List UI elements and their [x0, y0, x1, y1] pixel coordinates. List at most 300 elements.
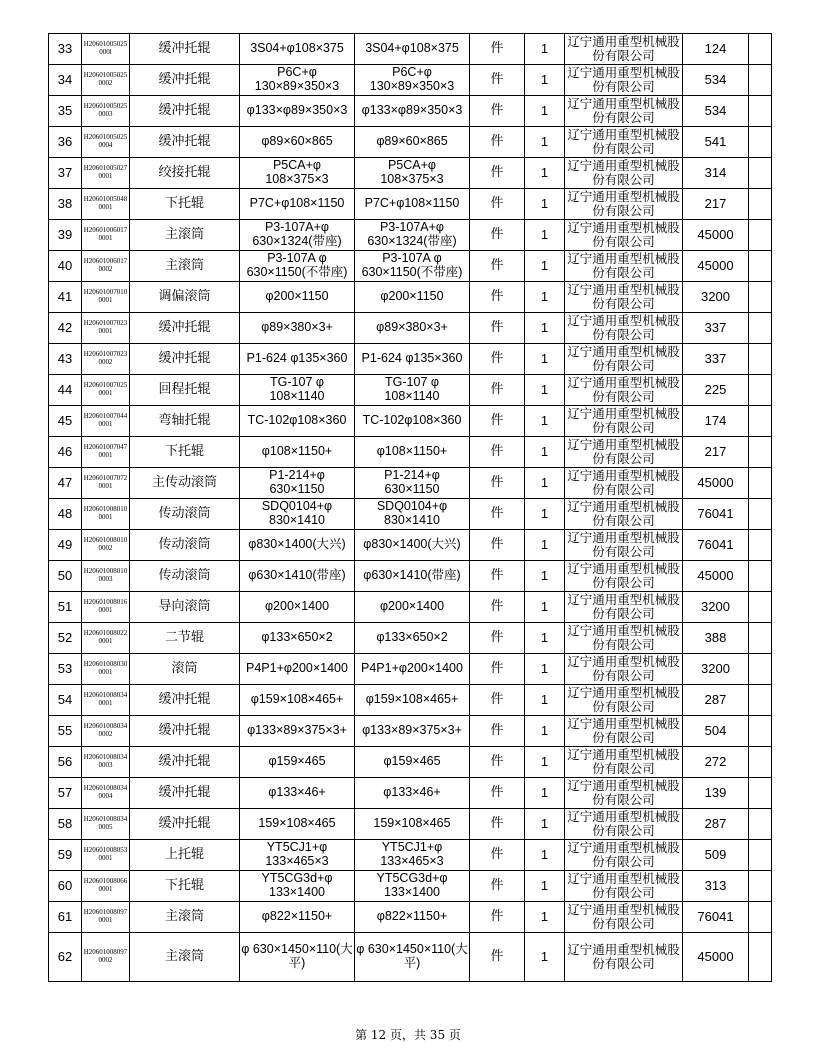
cell-spec-model-repeat: φ133×650×2	[355, 623, 470, 654]
cell-remark	[749, 809, 772, 840]
cell-quantity: 1	[525, 530, 565, 561]
cell-spec-model-repeat: P7C+φ108×1150	[355, 189, 470, 220]
cell-item-name: 主滚筒	[130, 220, 240, 251]
cell-spec-model: P5CA+φ 108×375×3	[240, 158, 355, 189]
cell-remark	[749, 406, 772, 437]
cell-supplier-name: 辽宁通用重型机械股份有限公司	[565, 375, 683, 406]
table-row	[49, 623, 772, 654]
cell-spec-model-repeat: TG-107 φ 108×1140	[355, 375, 470, 406]
cell-item-name: 主滚筒	[130, 251, 240, 282]
cell-spec-model: P1-624 φ135×360	[240, 344, 355, 375]
cell-remark	[749, 778, 772, 809]
cell-unit: 件	[470, 437, 525, 468]
cell-spec-model-repeat: 159×108×465	[355, 809, 470, 840]
cell-remark	[749, 499, 772, 530]
cell-spec-model: φ89×60×865	[240, 127, 355, 158]
cell-unit-price: 124	[683, 34, 749, 65]
cell-row-number: 59	[49, 840, 82, 871]
cell-row-number: 62	[49, 933, 82, 982]
cell-item-name: 传动滚筒	[130, 561, 240, 592]
cell-unit-price: 509	[683, 840, 749, 871]
cell-spec-model-repeat: φ159×465	[355, 747, 470, 778]
cell-row-number: 33	[49, 34, 82, 65]
cell-remark	[749, 561, 772, 592]
cell-row-number: 42	[49, 313, 82, 344]
cell-unit-price: 314	[683, 158, 749, 189]
cell-item-name: 缓冲托辊	[130, 96, 240, 127]
cell-material-code: H206010070720001	[82, 468, 130, 499]
cell-item-name: 传动滚筒	[130, 530, 240, 561]
cell-spec-model-repeat: φ89×380×3+	[355, 313, 470, 344]
cell-unit: 件	[470, 561, 525, 592]
cell-spec-model: φ 630×1450×110(大平)	[240, 933, 355, 982]
cell-supplier-name: 辽宁通用重型机械股份有限公司	[565, 65, 683, 96]
cell-material-code: H206010080160001	[82, 592, 130, 623]
cell-unit: 件	[470, 871, 525, 902]
cell-unit: 件	[470, 592, 525, 623]
cell-unit: 件	[470, 778, 525, 809]
cell-spec-model-repeat: φ 630×1450×110(大平)	[355, 933, 470, 982]
cell-unit-price: 541	[683, 127, 749, 158]
cell-supplier-name: 辽宁通用重型机械股份有限公司	[565, 561, 683, 592]
cell-supplier-name: 辽宁通用重型机械股份有限公司	[565, 747, 683, 778]
cell-material-code: H206010070230001	[82, 313, 130, 344]
cell-spec-model: φ133×650×2	[240, 623, 355, 654]
cell-unit-price: 3200	[683, 282, 749, 313]
table-row	[49, 96, 772, 127]
cell-remark	[749, 933, 772, 982]
cell-unit-price: 3200	[683, 592, 749, 623]
cell-unit-price: 217	[683, 437, 749, 468]
cell-remark	[749, 127, 772, 158]
cell-spec-model-repeat: YT5CJ1+φ 133×465×3	[355, 840, 470, 871]
cell-quantity: 1	[525, 685, 565, 716]
cell-remark	[749, 158, 772, 189]
cell-quantity: 1	[525, 189, 565, 220]
table-row	[49, 127, 772, 158]
cell-supplier-name: 辽宁通用重型机械股份有限公司	[565, 344, 683, 375]
cell-unit-price: 388	[683, 623, 749, 654]
cell-quantity: 1	[525, 468, 565, 499]
cell-quantity: 1	[525, 282, 565, 313]
cell-material-code: H206010070100001	[82, 282, 130, 313]
cell-supplier-name: 辽宁通用重型机械股份有限公司	[565, 530, 683, 561]
cell-unit-price: 287	[683, 685, 749, 716]
table-row	[49, 406, 772, 437]
cell-item-name: 上托辊	[130, 840, 240, 871]
cell-material-code: H20601005025000l	[82, 34, 130, 65]
cell-material-code: H206010080340003	[82, 747, 130, 778]
cell-spec-model-repeat: φ108×1150+	[355, 437, 470, 468]
cell-unit: 件	[470, 933, 525, 982]
cell-row-number: 51	[49, 592, 82, 623]
cell-quantity: 1	[525, 313, 565, 344]
cell-row-number: 56	[49, 747, 82, 778]
table-row	[49, 251, 772, 282]
cell-remark	[749, 685, 772, 716]
table-row	[49, 65, 772, 96]
cell-unit-price: 272	[683, 747, 749, 778]
cell-item-name: 缓冲托辊	[130, 127, 240, 158]
cell-material-code: H206010060170001	[82, 220, 130, 251]
cell-unit: 件	[470, 716, 525, 747]
cell-unit: 件	[470, 809, 525, 840]
cell-unit-price: 76041	[683, 499, 749, 530]
table-row	[49, 189, 772, 220]
cell-spec-model-repeat: P3-107A+φ 630×1324(带座)	[355, 220, 470, 251]
cell-unit: 件	[470, 251, 525, 282]
cell-spec-model: φ200×1150	[240, 282, 355, 313]
cell-material-code: H206010070440001	[82, 406, 130, 437]
cell-item-name: 缓冲托辊	[130, 344, 240, 375]
table-row	[49, 499, 772, 530]
cell-item-name: 下托辊	[130, 437, 240, 468]
cell-supplier-name: 辽宁通用重型机械股份有限公司	[565, 96, 683, 127]
cell-remark	[749, 623, 772, 654]
cell-quantity: 1	[525, 933, 565, 982]
cell-spec-model: φ830×1400(大兴)	[240, 530, 355, 561]
cell-spec-model-repeat: φ630×1410(带座)	[355, 561, 470, 592]
cell-item-name: 导向滚筒	[130, 592, 240, 623]
cell-spec-model: P1-214+φ 630×1150	[240, 468, 355, 499]
cell-supplier-name: 辽宁通用重型机械股份有限公司	[565, 778, 683, 809]
table-row	[49, 375, 772, 406]
cell-supplier-name: 辽宁通用重型机械股份有限公司	[565, 437, 683, 468]
table-row	[49, 344, 772, 375]
cell-unit: 件	[470, 127, 525, 158]
cell-item-name: 主传动滚筒	[130, 468, 240, 499]
cell-unit: 件	[470, 747, 525, 778]
cell-remark	[749, 592, 772, 623]
cell-spec-model-repeat: P5CA+φ 108×375×3	[355, 158, 470, 189]
cell-spec-model-repeat: P1-214+φ 630×1150	[355, 468, 470, 499]
cell-spec-model-repeat: P3-107A φ 630×1150(不带座)	[355, 251, 470, 282]
cell-remark	[749, 437, 772, 468]
cell-remark	[749, 468, 772, 499]
cell-remark	[749, 840, 772, 871]
cell-quantity: 1	[525, 623, 565, 654]
cell-item-name: 绞接托辊	[130, 158, 240, 189]
table-row	[49, 34, 772, 65]
cell-quantity: 1	[525, 34, 565, 65]
cell-quantity: 1	[525, 437, 565, 468]
cell-supplier-name: 辽宁通用重型机械股份有限公司	[565, 406, 683, 437]
table-row	[49, 778, 772, 809]
cell-row-number: 40	[49, 251, 82, 282]
cell-supplier-name: 辽宁通用重型机械股份有限公司	[565, 189, 683, 220]
cell-unit: 件	[470, 902, 525, 933]
cell-remark	[749, 530, 772, 561]
cell-unit-price: 217	[683, 189, 749, 220]
cell-item-name: 滚筒	[130, 654, 240, 685]
cell-remark	[749, 902, 772, 933]
cell-unit: 件	[470, 344, 525, 375]
cell-remark	[749, 220, 772, 251]
cell-remark	[749, 189, 772, 220]
cell-supplier-name: 辽宁通用重型机械股份有限公司	[565, 840, 683, 871]
cell-item-name: 下托辊	[130, 871, 240, 902]
cell-item-name: 传动滚筒	[130, 499, 240, 530]
cell-row-number: 49	[49, 530, 82, 561]
cell-spec-model: P6C+φ 130×89×350×3	[240, 65, 355, 96]
cell-material-code: H206010050270001	[82, 158, 130, 189]
cell-supplier-name: 辽宁通用重型机械股份有限公司	[565, 220, 683, 251]
cell-spec-model: φ200×1400	[240, 592, 355, 623]
cell-unit-price: 313	[683, 871, 749, 902]
cell-item-name: 缓冲托辊	[130, 809, 240, 840]
cell-spec-model: P7C+φ108×1150	[240, 189, 355, 220]
table-row	[49, 871, 772, 902]
cell-unit: 件	[470, 685, 525, 716]
table-row	[49, 282, 772, 313]
cell-remark	[749, 344, 772, 375]
cell-material-code: H206010080100001	[82, 499, 130, 530]
cell-material-code: H206010050250002	[82, 65, 130, 96]
cell-spec-model-repeat: φ133×φ89×350×3	[355, 96, 470, 127]
cell-spec-model: φ133×φ89×350×3	[240, 96, 355, 127]
cell-quantity: 1	[525, 96, 565, 127]
cell-material-code: H206010070470001	[82, 437, 130, 468]
cell-row-number: 53	[49, 654, 82, 685]
table-row	[49, 592, 772, 623]
cell-quantity: 1	[525, 747, 565, 778]
cell-unit: 件	[470, 189, 525, 220]
table-row	[49, 313, 772, 344]
table-row	[49, 809, 772, 840]
cell-material-code: H206010080970002	[82, 933, 130, 982]
cell-remark	[749, 313, 772, 344]
cell-spec-model-repeat: TC-102φ108×360	[355, 406, 470, 437]
cell-material-code: H206010080100003	[82, 561, 130, 592]
cell-spec-model-repeat: φ200×1400	[355, 592, 470, 623]
cell-quantity: 1	[525, 561, 565, 592]
parts-table-body	[49, 34, 772, 982]
cell-unit-price: 534	[683, 65, 749, 96]
cell-row-number: 52	[49, 623, 82, 654]
cell-unit: 件	[470, 65, 525, 96]
cell-unit: 件	[470, 313, 525, 344]
cell-spec-model: TC-102φ108×360	[240, 406, 355, 437]
cell-spec-model: φ159×108×465+	[240, 685, 355, 716]
table-row	[49, 158, 772, 189]
cell-unit-price: 139	[683, 778, 749, 809]
cell-row-number: 43	[49, 344, 82, 375]
cell-unit-price: 504	[683, 716, 749, 747]
table-row	[49, 933, 772, 982]
table-row	[49, 437, 772, 468]
cell-material-code: H206010050480001	[82, 189, 130, 220]
cell-unit: 件	[470, 282, 525, 313]
cell-material-code: H206010080340005	[82, 809, 130, 840]
cell-spec-model-repeat: P6C+φ 130×89×350×3	[355, 65, 470, 96]
cell-item-name: 下托辊	[130, 189, 240, 220]
cell-remark	[749, 65, 772, 96]
cell-supplier-name: 辽宁通用重型机械股份有限公司	[565, 158, 683, 189]
cell-unit-price: 174	[683, 406, 749, 437]
cell-item-name: 二节辊	[130, 623, 240, 654]
cell-quantity: 1	[525, 654, 565, 685]
cell-material-code: H206010080660001	[82, 871, 130, 902]
cell-spec-model: TG-107 φ 108×1140	[240, 375, 355, 406]
cell-supplier-name: 辽宁通用重型机械股份有限公司	[565, 716, 683, 747]
cell-row-number: 39	[49, 220, 82, 251]
cell-material-code: H206010080340002	[82, 716, 130, 747]
cell-supplier-name: 辽宁通用重型机械股份有限公司	[565, 468, 683, 499]
cell-material-code: H206010080220001	[82, 623, 130, 654]
cell-spec-model: P3-107A φ 630×1150(不带座)	[240, 251, 355, 282]
cell-spec-model: φ630×1410(带座)	[240, 561, 355, 592]
cell-item-name: 弯轴托辊	[130, 406, 240, 437]
cell-row-number: 50	[49, 561, 82, 592]
cell-remark	[749, 96, 772, 127]
cell-unit-price: 45000	[683, 220, 749, 251]
cell-spec-model-repeat: SDQ0104+φ 830×1410	[355, 499, 470, 530]
cell-item-name: 主滚筒	[130, 933, 240, 982]
cell-supplier-name: 辽宁通用重型机械股份有限公司	[565, 623, 683, 654]
table-row	[49, 220, 772, 251]
cell-spec-model-repeat: 3S04+φ108×375	[355, 34, 470, 65]
cell-spec-model: φ89×380×3+	[240, 313, 355, 344]
cell-row-number: 58	[49, 809, 82, 840]
cell-remark	[749, 251, 772, 282]
cell-remark	[749, 282, 772, 313]
cell-item-name: 回程托辊	[130, 375, 240, 406]
cell-material-code: H206010080100002	[82, 530, 130, 561]
cell-unit-price: 337	[683, 344, 749, 375]
cell-quantity: 1	[525, 251, 565, 282]
cell-spec-model: φ108×1150+	[240, 437, 355, 468]
cell-quantity: 1	[525, 716, 565, 747]
cell-remark	[749, 747, 772, 778]
cell-quantity: 1	[525, 809, 565, 840]
cell-row-number: 61	[49, 902, 82, 933]
cell-quantity: 1	[525, 344, 565, 375]
cell-quantity: 1	[525, 127, 565, 158]
cell-material-code: H206010080300001	[82, 654, 130, 685]
table-row	[49, 530, 772, 561]
cell-unit: 件	[470, 468, 525, 499]
cell-spec-model: P3-107A+φ 630×1324(带座)	[240, 220, 355, 251]
cell-row-number: 47	[49, 468, 82, 499]
cell-row-number: 41	[49, 282, 82, 313]
cell-row-number: 57	[49, 778, 82, 809]
cell-material-code: H206010080970001	[82, 902, 130, 933]
cell-supplier-name: 辽宁通用重型机械股份有限公司	[565, 282, 683, 313]
table-row	[49, 561, 772, 592]
cell-remark	[749, 654, 772, 685]
cell-spec-model-repeat: φ159×108×465+	[355, 685, 470, 716]
cell-spec-model: 159×108×465	[240, 809, 355, 840]
cell-supplier-name: 辽宁通用重型机械股份有限公司	[565, 313, 683, 344]
cell-remark	[749, 716, 772, 747]
table-row	[49, 654, 772, 685]
cell-supplier-name: 辽宁通用重型机械股份有限公司	[565, 933, 683, 982]
cell-spec-model-repeat: φ89×60×865	[355, 127, 470, 158]
table-row	[49, 747, 772, 778]
cell-unit: 件	[470, 406, 525, 437]
parts-table	[48, 33, 772, 982]
cell-spec-model: 3S04+φ108×375	[240, 34, 355, 65]
cell-spec-model-repeat: φ822×1150+	[355, 902, 470, 933]
cell-row-number: 44	[49, 375, 82, 406]
cell-spec-model: φ133×46+	[240, 778, 355, 809]
cell-item-name: 缓冲托辊	[130, 716, 240, 747]
cell-material-code: H206010050250003	[82, 96, 130, 127]
cell-row-number: 38	[49, 189, 82, 220]
cell-quantity: 1	[525, 902, 565, 933]
cell-item-name: 缓冲托辊	[130, 313, 240, 344]
cell-item-name: 缓冲托辊	[130, 685, 240, 716]
cell-unit-price: 534	[683, 96, 749, 127]
table-row	[49, 840, 772, 871]
cell-supplier-name: 辽宁通用重型机械股份有限公司	[565, 685, 683, 716]
cell-row-number: 37	[49, 158, 82, 189]
cell-row-number: 36	[49, 127, 82, 158]
cell-unit-price: 45000	[683, 468, 749, 499]
cell-supplier-name: 辽宁通用重型机械股份有限公司	[565, 127, 683, 158]
cell-quantity: 1	[525, 406, 565, 437]
cell-quantity: 1	[525, 158, 565, 189]
cell-unit: 件	[470, 96, 525, 127]
cell-quantity: 1	[525, 65, 565, 96]
cell-item-name: 调偏滚筒	[130, 282, 240, 313]
cell-item-name: 缓冲托辊	[130, 65, 240, 96]
cell-row-number: 35	[49, 96, 82, 127]
cell-material-code: H206010060170002	[82, 251, 130, 282]
cell-unit: 件	[470, 840, 525, 871]
cell-material-code: H206010070230002	[82, 344, 130, 375]
cell-spec-model: φ822×1150+	[240, 902, 355, 933]
cell-quantity: 1	[525, 871, 565, 902]
cell-supplier-name: 辽宁通用重型机械股份有限公司	[565, 34, 683, 65]
cell-unit-price: 3200	[683, 654, 749, 685]
cell-supplier-name: 辽宁通用重型机械股份有限公司	[565, 902, 683, 933]
cell-row-number: 54	[49, 685, 82, 716]
cell-supplier-name: 辽宁通用重型机械股份有限公司	[565, 592, 683, 623]
cell-unit: 件	[470, 220, 525, 251]
cell-row-number: 48	[49, 499, 82, 530]
cell-item-name: 缓冲托辊	[130, 747, 240, 778]
table-row	[49, 685, 772, 716]
cell-unit-price: 76041	[683, 530, 749, 561]
cell-supplier-name: 辽宁通用重型机械股份有限公司	[565, 871, 683, 902]
cell-unit: 件	[470, 499, 525, 530]
cell-unit-price: 287	[683, 809, 749, 840]
cell-unit: 件	[470, 34, 525, 65]
cell-row-number: 55	[49, 716, 82, 747]
cell-spec-model-repeat: φ830×1400(大兴)	[355, 530, 470, 561]
cell-supplier-name: 辽宁通用重型机械股份有限公司	[565, 251, 683, 282]
cell-unit-price: 76041	[683, 902, 749, 933]
cell-unit: 件	[470, 623, 525, 654]
cell-unit-price: 45000	[683, 251, 749, 282]
cell-material-code: H206010070250001	[82, 375, 130, 406]
cell-spec-model: SDQ0104+φ 830×1410	[240, 499, 355, 530]
cell-row-number: 60	[49, 871, 82, 902]
cell-item-name: 主滚筒	[130, 902, 240, 933]
cell-spec-model: P4P1+φ200×1400	[240, 654, 355, 685]
cell-spec-model: YT5CG3d+φ 133×1400	[240, 871, 355, 902]
cell-unit: 件	[470, 654, 525, 685]
cell-material-code: H206010050250004	[82, 127, 130, 158]
cell-unit-price: 45000	[683, 933, 749, 982]
cell-unit: 件	[470, 530, 525, 561]
cell-quantity: 1	[525, 220, 565, 251]
cell-spec-model-repeat: P1-624 φ135×360	[355, 344, 470, 375]
cell-material-code: H206010080340001	[82, 685, 130, 716]
cell-spec-model: YT5CJ1+φ 133×465×3	[240, 840, 355, 871]
cell-item-name: 缓冲托辊	[130, 778, 240, 809]
